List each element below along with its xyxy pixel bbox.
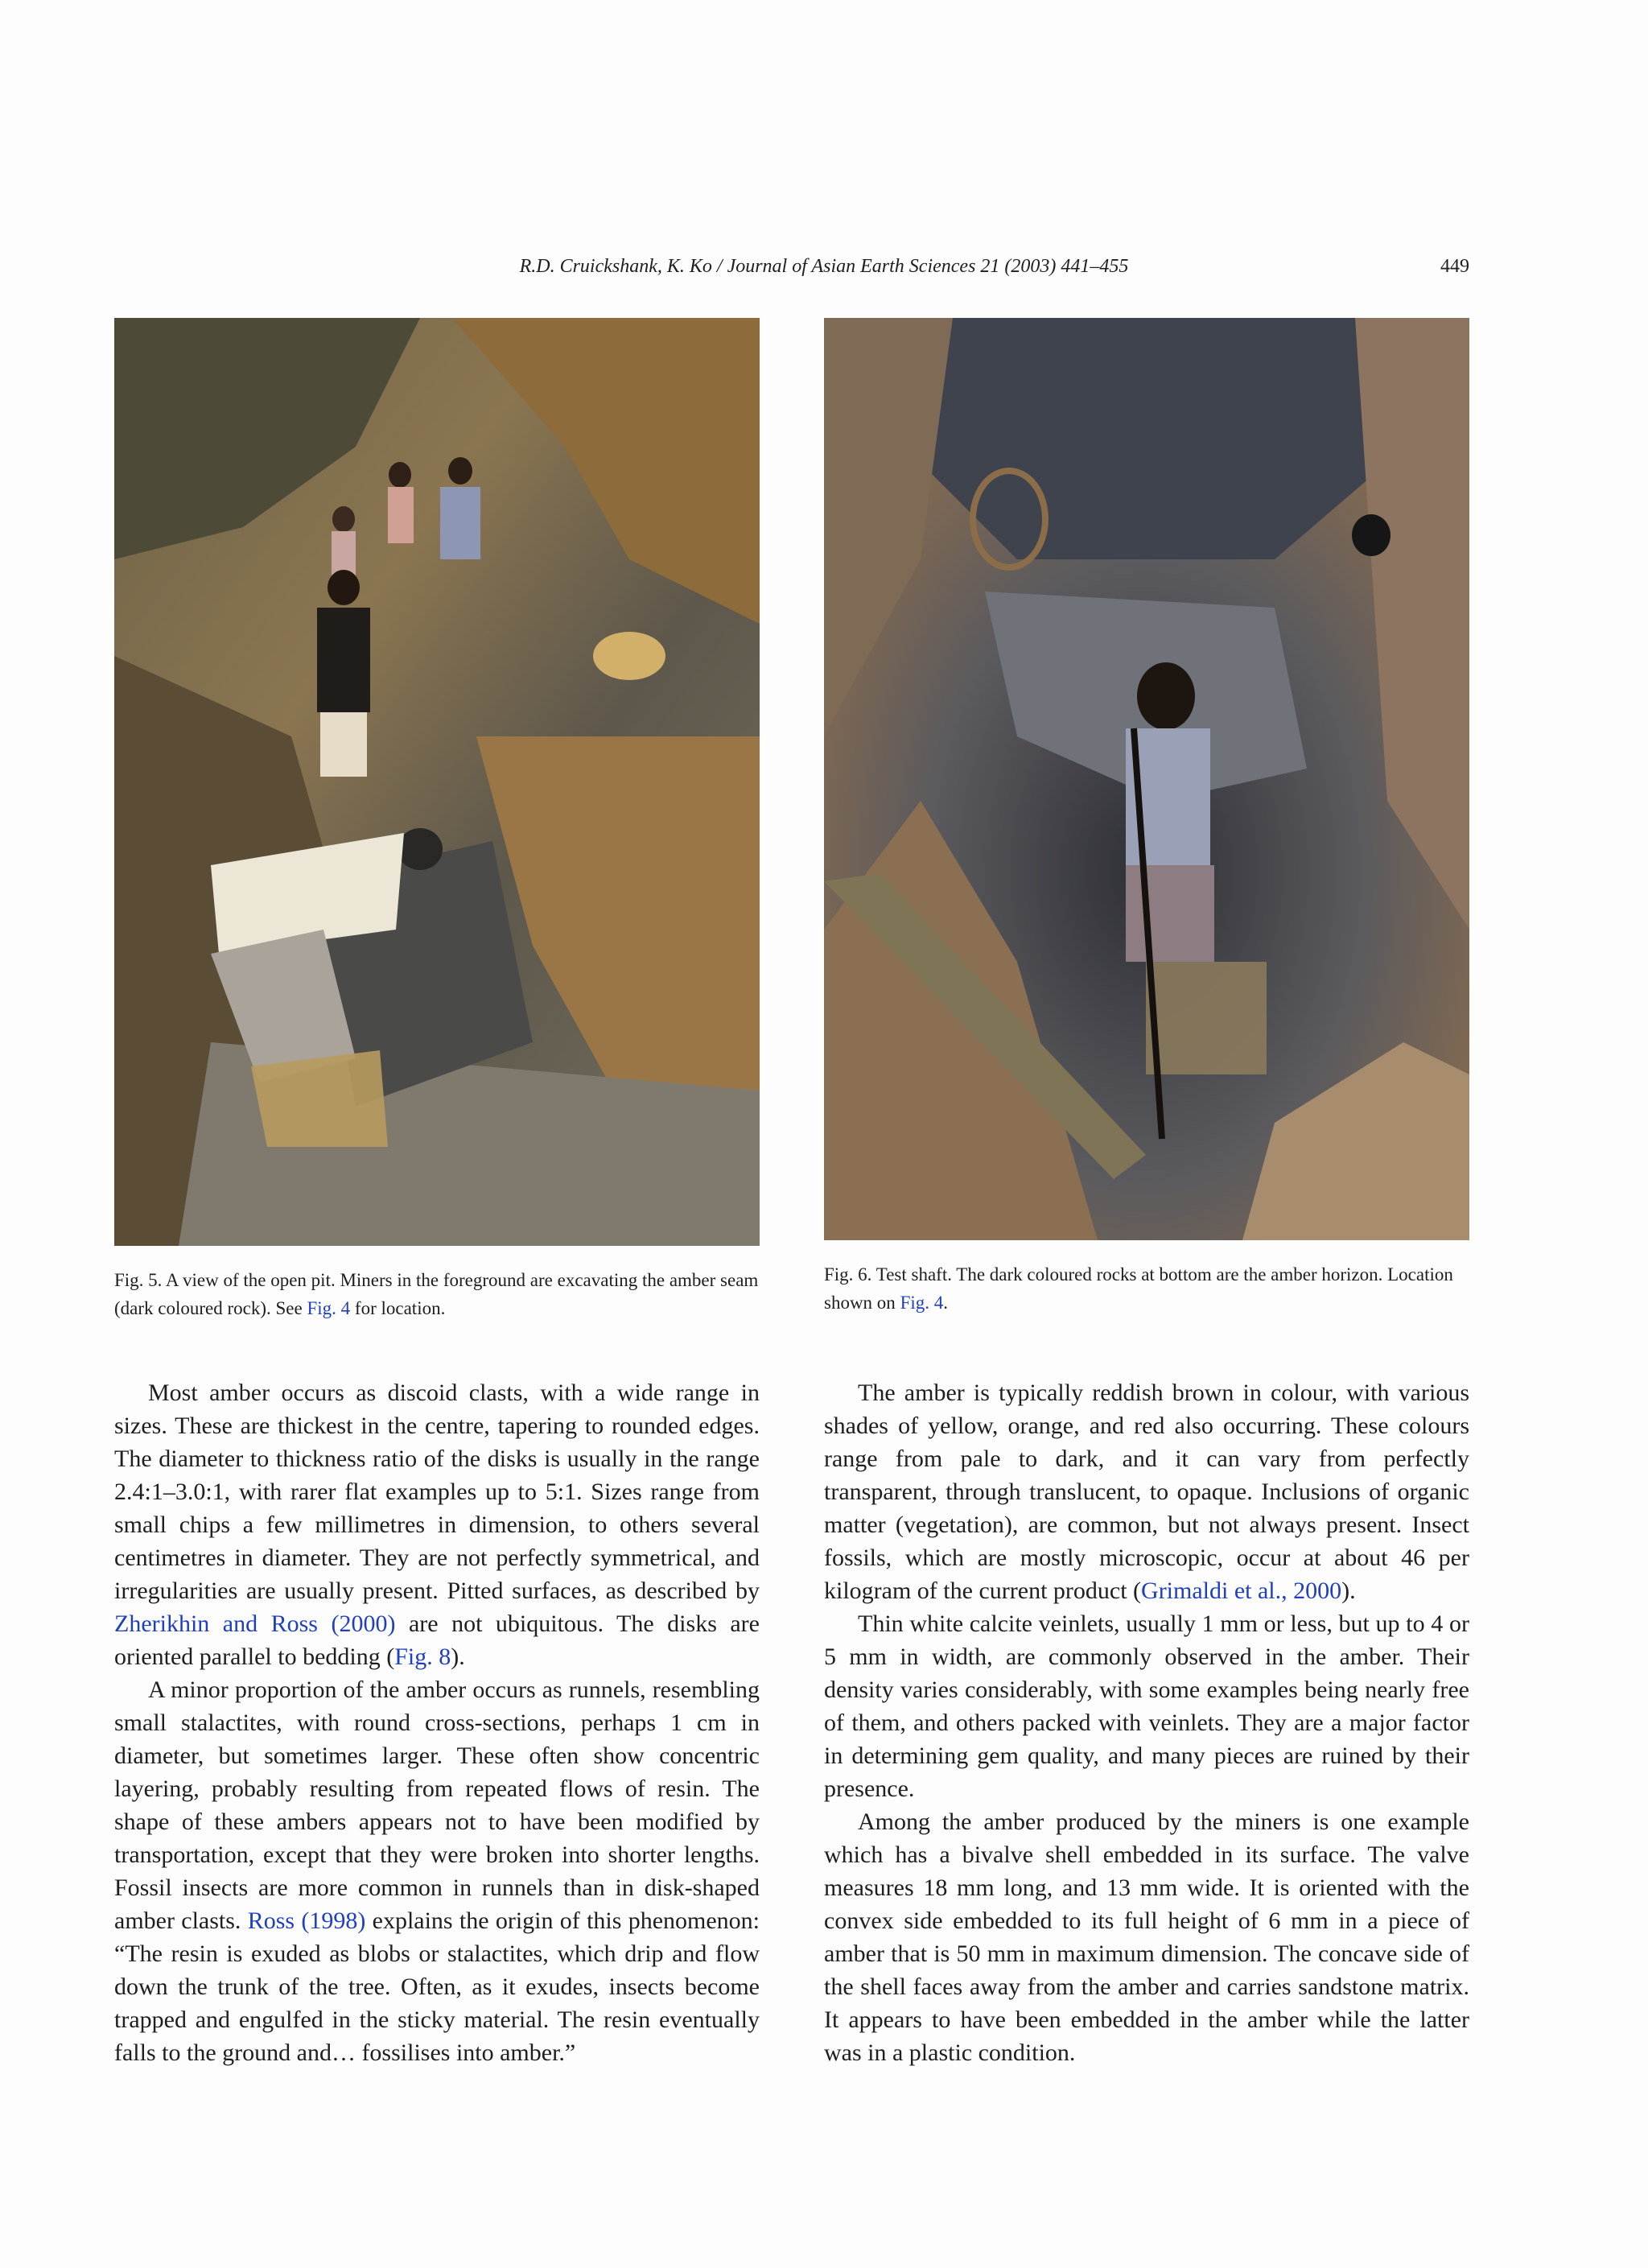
zherikhin-ross-2000-link[interactable]: Zherikhin and Ross (2000) [114,1610,396,1637]
left-column [114,1376,760,2069]
running-header [0,256,1648,283]
caption-text: Fig. 5. A view of the open pit. Miners in the foreground are excavating the amber seam (dark coloured rock). See [114,1270,759,1318]
caption-text: . [943,1293,948,1313]
paragraph: Thin white calcite veinlets, usually 1 mm or less, but up to 4 or 5 mm in width, are commonly observed in the amber. Their density varies considerably, with some examples being nearly free of them, and others packed with veinlets. They are a major factor in determining gem quality, and many pieces are ruined by their presence. [824,1610,1469,1802]
grimaldi-2000-link[interactable]: Grimaldi et al., 2000 [1141,1577,1342,1604]
page-number: 449 [1440,256,1469,277]
body-text: ). [1341,1577,1356,1604]
figure-5-photo [114,318,760,1246]
journal-citation: R.D. Cruickshank, K. Ko / Journal of Asian Earth Sciences 21 (2003) 441–455 [519,256,1129,277]
body-text: are not ubiquitous. The disks are oriented parallel to bedding ( [114,1610,760,1670]
body-text: A minor proportion of the amber occurs as runnels, resembling small stalactites, with round cross-sections, perhaps 1 cm in diameter, but sometimes larger. These often show concentric layering, probably resulting from repeated flows of resin. The shape of these ambers appears not to have been modified by transportation, except that they were broken into shorter lengths. Fossil insects are more common in runnels than in disk-shaped amber clasts. [114,1676,760,1934]
caption-text: Fig. 6. Test shaft. The dark coloured rocks at bottom are the amber horizon. Location shown on [824,1264,1453,1313]
paragraph [114,1673,760,2069]
right-column [824,1376,1469,2069]
paragraph [824,1376,1469,1607]
figure-6-photo [824,318,1469,1240]
paragraph [114,1376,760,1673]
body-text: The amber is typically reddish brown in colour, with various shades of yellow, orange, and red also occurring. These colours range from pale to dark, and it can vary from perfectly transparent, through translucent, to opaque. Inclusions of organic matter (vegetation), are common, but not always present. Insect fossils, which are mostly microscopic, occur at about 46 per kilogram of the current product ( [824,1379,1469,1604]
figure-5-caption [114,1266,766,1322]
fig-4-link[interactable]: Fig. 4 [900,1293,944,1313]
figure-6-caption [824,1260,1476,1317]
ross-1998-link[interactable]: Ross (1998) [247,1907,366,1934]
caption-text: for location. [350,1298,446,1318]
fig-4-link[interactable]: Fig. 4 [307,1298,351,1318]
body-text: ). [451,1643,465,1670]
paragraph: Among the amber produced by the miners is one example which has a bivalve shell embedded in its surface. The valve measures 18 mm long, and 13 mm wide. It is oriented with the convex side embedded to its full height of 6 mm in a piece of amber that is 50 mm in maximum dimension. The concave side of the shell faces away from the amber and carries sandstone matrix. It appears to have been embedded in the amber while the latter was in a plastic condition. [824,1808,1469,2066]
body-text: explains the origin of this phenomenon: “The resin is exuded as blobs or stalactites, which drip and flow down the trunk of the tree. Often, as it exudes, insects become trapped and engulfed in the sticky material. The resin eventually falls to the ground and… fossilises into amber.” [114,1907,760,2066]
body-text: Most amber occurs as discoid clasts, with a wide range in sizes. These are thickest in the centre, tapering to rounded edges. The diameter to thickness ratio of the disks is usually in the range 2.4:1–3.0:1, with rarer flat examples up to 5:1. Sizes range from small chips a few millimetres in dimension, to others several centimetres in diameter. They are not perfectly symmetrical, and irregularities are usually present. Pitted surfaces, as described by [114,1379,760,1604]
fig-8-link[interactable]: Fig. 8 [394,1643,451,1670]
